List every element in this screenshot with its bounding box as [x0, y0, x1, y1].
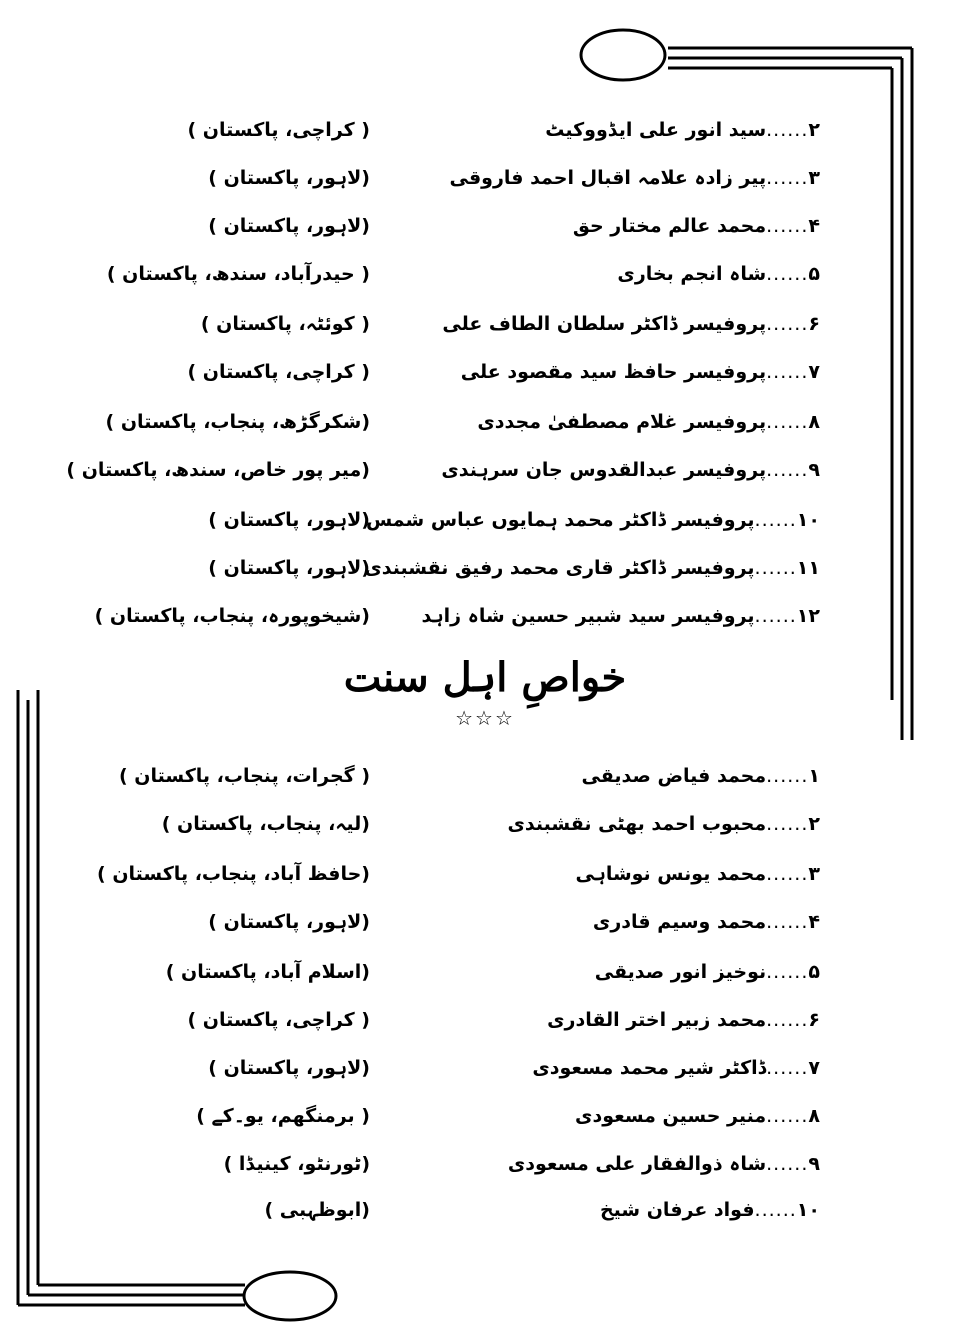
leader-dots: ......	[766, 1153, 809, 1175]
item-number: ۶	[808, 313, 820, 335]
person-name: منیر حسین مسعودی	[575, 1105, 767, 1127]
list-item	[0, 204, 960, 248]
leader-dots: ......	[766, 1009, 809, 1031]
person-name: پروفیسر ڈاکٹر محمد ہمایوں عباس شمس	[365, 509, 755, 531]
item-number: ۵	[808, 961, 820, 983]
item-number: ۳	[808, 167, 820, 189]
person-name: پروفیسر حافظ سید مقصود علی	[460, 361, 767, 383]
leader-dots: ......	[766, 1105, 809, 1127]
person-name: ڈاکٹر شیر محمد مسعودی	[532, 1057, 767, 1079]
list-item	[0, 448, 960, 492]
list-item	[0, 350, 960, 394]
location: ( گجرات، پنجاب، پاکستان )	[119, 765, 370, 787]
leader-dots: ......	[766, 863, 809, 885]
list-item	[0, 950, 960, 994]
item-number: ۲	[808, 813, 820, 835]
location: (لاہور، پاکستان )	[208, 1057, 370, 1079]
person-name: شاہ انجم بخاری	[617, 263, 767, 285]
item-number: ۷	[808, 1057, 820, 1079]
section-heading: خواصِ اہل سنت	[343, 654, 627, 701]
location: (لیہ، پنجاب، پاکستان )	[161, 813, 370, 835]
location: (اسلام آباد، پاکستان )	[165, 961, 370, 983]
person-name: محبوب احمد بھٹی نقشبندی	[507, 813, 767, 835]
item-number: ۶	[808, 1009, 820, 1031]
person-name: پروفیسر سید شبیر حسین شاہ زاہد	[421, 605, 755, 627]
location: ( کوئٹہ، پاکستان )	[200, 313, 370, 335]
item-number: ۱۰	[796, 1199, 820, 1221]
location: (لاہور، پاکستان )	[208, 215, 370, 237]
location: (ٹورنٹو، کینیڈا )	[223, 1153, 370, 1175]
list-item	[0, 1094, 960, 1138]
list-item	[0, 1142, 960, 1186]
item-number: ۲	[808, 119, 820, 141]
top-ornament-oval	[581, 30, 665, 80]
item-number: ۸	[808, 1105, 820, 1127]
list-item	[0, 302, 960, 346]
location: ( حیدرآباد، سندھ، پاکستان )	[106, 263, 370, 285]
star-ornament: ☆☆☆	[455, 706, 515, 730]
list-item	[0, 900, 960, 944]
leader-dots: ......	[754, 605, 797, 627]
list-item	[0, 108, 960, 152]
person-name: پروفیسر غلام مصطفیٰ مجددی	[477, 411, 767, 433]
list-item	[0, 754, 960, 798]
location: ( کراچی، پاکستان )	[187, 361, 370, 383]
leader-dots: ......	[766, 119, 809, 141]
item-number: ۴	[808, 215, 820, 237]
location: (ابوظہبی )	[264, 1199, 370, 1221]
list-item	[0, 802, 960, 846]
person-name: نوخیز انور صدیقی	[594, 961, 767, 983]
person-name: پیر زادہ علامہ اقبال احمد فاروقی	[449, 167, 767, 189]
bottom-ornament-oval	[244, 1272, 336, 1320]
location: (میر پور خاص، سندھ، پاکستان )	[66, 459, 370, 481]
item-number: ۸	[808, 411, 820, 433]
leader-dots: ......	[766, 813, 809, 835]
list-item	[0, 594, 960, 638]
list-item	[0, 498, 960, 542]
leader-dots: ......	[766, 263, 809, 285]
person-name: سید انور علی ایڈووکیٹ	[545, 119, 767, 141]
leader-dots: ......	[766, 215, 809, 237]
leader-dots: ......	[766, 1057, 809, 1079]
item-number: ۹	[808, 1153, 820, 1175]
list-item	[0, 546, 960, 590]
person-name: پروفیسر عبدالقدوس جان سرہندی	[441, 459, 767, 481]
location: ( برمنگھم، یو۔کے )	[196, 1105, 370, 1127]
location: ( کراچی، پاکستان )	[187, 1009, 370, 1031]
list-item	[0, 400, 960, 444]
leader-dots: ......	[766, 411, 809, 433]
leader-dots: ......	[766, 167, 809, 189]
leader-dots: ......	[766, 765, 809, 787]
person-name: پروفیسر ڈاکٹر قاری محمد رفیق نقشبندی	[364, 557, 755, 579]
leader-dots: ......	[754, 557, 797, 579]
location: ( کراچی، پاکستان )	[187, 119, 370, 141]
item-number: ۴	[808, 911, 820, 933]
item-number: ۵	[808, 263, 820, 285]
item-number: ۱۰	[796, 509, 820, 531]
person-name: محمد یونس نوشاہی	[575, 863, 767, 885]
item-number: ۱	[808, 765, 820, 787]
list-item	[0, 1188, 960, 1232]
leader-dots: ......	[766, 361, 809, 383]
leader-dots: ......	[754, 1199, 797, 1221]
person-name: فواد عرفان شیخ	[599, 1199, 755, 1221]
leader-dots: ......	[766, 961, 809, 983]
location: (لاہور، پاکستان )	[208, 557, 370, 579]
item-number: ۳	[808, 863, 820, 885]
leader-dots: ......	[766, 459, 809, 481]
item-number: ۹	[808, 459, 820, 481]
list-item	[0, 252, 960, 296]
person-name: محمد عالم مختار حق	[572, 215, 767, 237]
leader-dots: ......	[766, 911, 809, 933]
leader-dots: ......	[766, 313, 809, 335]
leader-dots: ......	[754, 509, 797, 531]
person-name: محمد زبیر اختر القادری	[547, 1009, 767, 1031]
list-item	[0, 156, 960, 200]
person-name: پروفیسر ڈاکٹر سلطان الطاف علی	[442, 313, 767, 335]
location: (شکرگڑھ، پنجاب، پاکستان )	[105, 411, 370, 433]
item-number: ۱۲	[796, 605, 820, 627]
list-item	[0, 1046, 960, 1090]
location: (حافظ آباد، پنجاب، پاکستان )	[97, 863, 370, 885]
location: (لاہور، پاکستان )	[208, 911, 370, 933]
item-number: ۱۱	[796, 557, 820, 579]
item-number: ۷	[808, 361, 820, 383]
list-item	[0, 852, 960, 896]
location: (لاہور، پاکستان )	[208, 167, 370, 189]
person-name: شاہ ذوالفقار علی مسعودی	[507, 1153, 767, 1175]
location: (لاہور، پاکستان )	[208, 509, 370, 531]
person-name: محمد وسیم قادری	[592, 911, 767, 933]
location: (شیخوپورہ، پنجاب، پاکستان )	[94, 605, 370, 627]
person-name: محمد فیاض صدیقی	[581, 765, 767, 787]
list-item	[0, 998, 960, 1042]
